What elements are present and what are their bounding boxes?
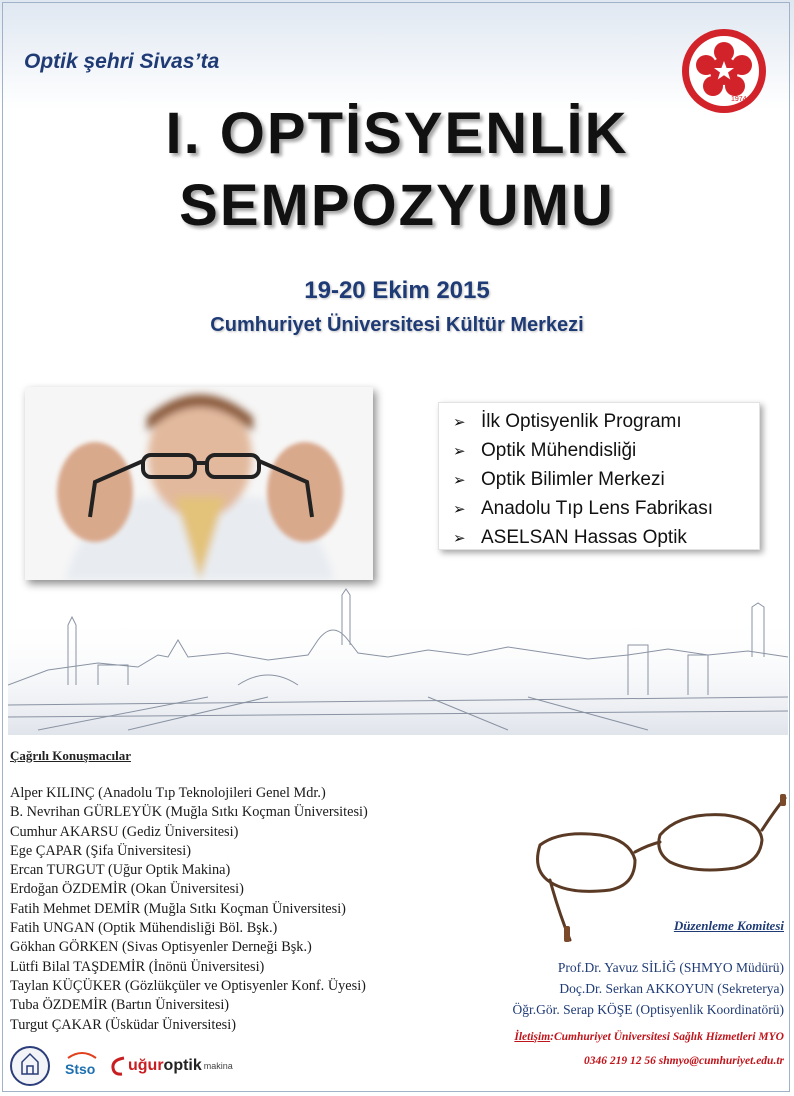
contact-phone-email: 0346 219 12 56 shmyo@cumhuriyet.edu.tr xyxy=(584,1055,784,1067)
svg-text:Stso: Stso xyxy=(65,1061,96,1077)
arrow-icon: ➢ xyxy=(453,442,466,460)
feature-item: ➢ Optik Mühendisliği xyxy=(453,439,637,461)
arrow-icon: ➢ xyxy=(453,500,466,518)
ugur-swirl-icon xyxy=(110,1056,128,1076)
committee-member: Öğr.Gör. Serap KÖŞE (Optisyenlik Koordinatörü) xyxy=(512,1002,784,1017)
speaker-item: Turgut ÇAKAR (Üsküdar Üniversitesi) xyxy=(10,1016,236,1033)
speaker-item: Erdoğan ÖZDEMİR (Okan Üniversitesi) xyxy=(10,881,244,898)
speaker-item: Alper KILINÇ (Anadolu Tıp Teknolojileri Genel Mdr.) xyxy=(10,785,326,801)
title-line-1: I. OPTİSYENLİK xyxy=(165,101,629,166)
speakers-list xyxy=(10,785,368,1036)
speaker-item: Ercan TURGUT (Uğur Optik Makina) xyxy=(10,862,231,879)
ugur-optik-makina-logo: uğur optik makina xyxy=(110,1056,233,1076)
sivas-belediyesi-logo xyxy=(10,1044,50,1088)
contact-info xyxy=(514,1031,784,1079)
emblem-year: 1974 xyxy=(731,96,747,103)
tagline: Optik şehri Sivas’ta xyxy=(24,50,220,73)
arrow-icon: ➢ xyxy=(453,471,466,489)
speaker-item: Ege ÇAPAR (Şifa Üniversitesi) xyxy=(10,842,191,859)
speaker-item: Cumhur AKARSU (Gediz Üniversitesi) xyxy=(10,823,239,840)
sponsor-logos xyxy=(10,1042,233,1090)
speaker-item: Taylan KÜÇÜKER (Gözlükçüler ve Optisyenler Konf. Üyesi) xyxy=(10,977,366,994)
committee-member: Doç.Dr. Serkan AKKOYUN (Sekreterya) xyxy=(559,981,784,996)
feature-item: ➢ Anadolu Tıp Lens Fabrikası xyxy=(453,497,714,519)
stso-logo xyxy=(62,1048,102,1084)
title-line-2: SEMPOZYUMU xyxy=(179,173,615,238)
speaker-item: Fatih UNGAN (Optik Mühendisliği Böl. Bşk.) xyxy=(10,920,278,937)
arrow-icon: ➢ xyxy=(453,413,466,431)
committee-member: Prof.Dr. Yavuz SİLİĞ (SHMYO Müdürü) xyxy=(557,960,784,975)
speaker-item: Fatih Mehmet DEMİR (Muğla Sıtkı Koçman Üniversitesi) xyxy=(10,900,346,917)
speaker-item: Tuba ÖZDEMİR (Bartın Üniversitesi) xyxy=(10,997,230,1014)
contact-org: :Cumhuriyet Üniversitesi Sağlık Hizmetleri MYO xyxy=(550,1031,784,1043)
speaker-item: Lütfi Bilal TAŞDEMİR (İnönü Üniversitesi) xyxy=(10,958,265,975)
arrow-icon: ➢ xyxy=(453,529,466,547)
features-box xyxy=(438,402,760,550)
speaker-item: Gökhan GÖRKEN (Sivas Optisyenler Derneği Bşk.) xyxy=(10,939,312,956)
city-panorama-sketch xyxy=(8,585,788,735)
man-holding-glasses-photo xyxy=(25,387,373,580)
feature-item: ➢ Optik Bilimler Merkezi xyxy=(453,468,665,490)
feature-item: ➢ ASELSAN Hassas Optik xyxy=(453,526,687,548)
event-venue: Cumhuriyet Üniversitesi Kültür Merkezi xyxy=(210,314,584,336)
speakers-heading: Çağrılı Konuşmacılar xyxy=(10,748,131,763)
speaker-item: B. Nevrihan GÜRLEYÜK (Muğla Sıtkı Koçman Üniversitesi) xyxy=(10,804,368,821)
contact-label: İletişim xyxy=(514,1031,551,1043)
committee-list xyxy=(513,960,784,1023)
committee-heading: Düzenleme Komitesi xyxy=(673,918,784,933)
event-date: 19-20 Ekim 2015 xyxy=(304,277,490,304)
feature-item: ➢ İlk Optisyenlik Programı xyxy=(453,410,682,432)
